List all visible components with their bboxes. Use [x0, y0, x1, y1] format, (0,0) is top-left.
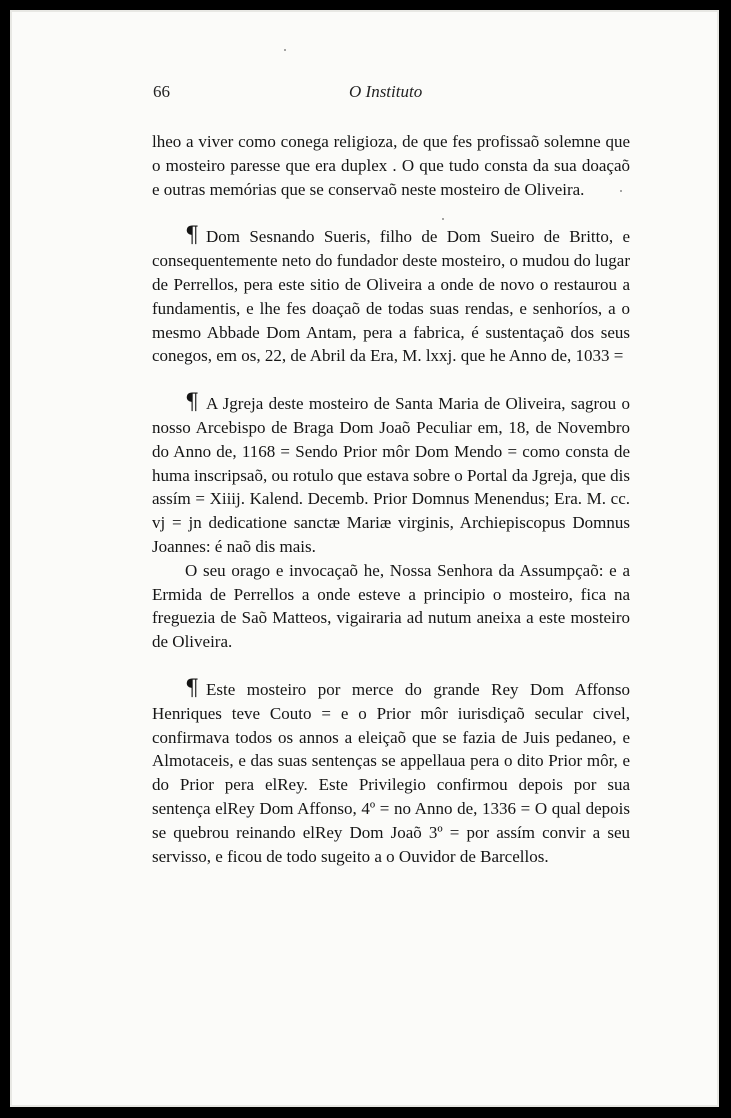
- paragraph-2-text: Dom Sesnando Sueris, filho de Dom Sueiro de Britto, e consequentemente neto do fundador deste mosteiro, o mudou do lugar de Perrellos, pera este sitio de Oliveira a onde de novo o restaurou a fundamentis, e lhe fes doaçaõ de todas suas rendas, e senhoríos, a o mesmo Abbade Dom Antam, pera a fabrica, é sustentaçaõ dos seus conegos, em os, 22, de Abril da Era, M. lxxj. que he Anno de, 1033 =: [152, 227, 630, 366]
- page-header: [153, 82, 603, 112]
- scan-speck: [620, 190, 622, 192]
- paragraph-5-text: Este mosteiro por merce do grande Rey Dom Affonso Henriques teve Couto = e o Prior môr iurisdiçaõ secular civel, confirmava todos os annos a eleiçaõ que se fazia de Juis pedaneo, e Almotaceis, e das suas sentenças se appellaua pera o dito Prior môr, e do Prior pera elRey. Este Privilegio confirmou depois por sua sentença elRey Dom Affonso, 4º = no Anno de, 1336 = O qual depois se quebrou reinando elRey Dom Joaõ 3º = por assím convir a seu servisso, e ficou de todo sugeito a o Ouvidor de Barcellos.: [152, 679, 630, 866]
- paragraph-1-text: lheo a viver como conega religioza, de que fes profissaõ solemne que o mosteiro paresse que era duplex . O que tudo consta da sua doaçaõ e outras memórias que se conservaõ neste mosteiro de Oliveira.: [152, 132, 630, 199]
- paragraph-mark-icon: ¶: [185, 675, 199, 701]
- document-page: [10, 10, 719, 1107]
- paragraph-1: [152, 130, 630, 201]
- paragraph-3: [152, 392, 630, 559]
- paragraph-5: [152, 675, 630, 868]
- page-number: 66: [153, 82, 170, 101]
- running-title: O Instituto: [349, 82, 423, 101]
- paragraph-3-text: A Jgreja deste mosteiro de Santa Maria de Oliveira, sagrou o nosso Arcebispo de Braga Dom Joaõ Peculiar em, 18, de Novembro do Anno de, 1168 = Sendo Prior môr Dom Mendo = como consta de huma inscripsaõ, ou rotulo que estava sobre o Portal da Jgreja, que dis assím = Xiiij. Kalend. Decemb. Prior Domnus Menendus; Era. M. cc. vj = jn dedicatione sanctæ Mariæ virginis, Archiepiscopus Domnus Joannes: é naõ dis mais.: [152, 394, 630, 556]
- paragraph-mark-icon: ¶: [185, 390, 199, 416]
- paragraph-4-text: O seu orago e invocaçaõ he, Nossa Senhora da Assumpçaõ: e a Ermida de Perrellos a onde esteve a principio o mosteiro, fica na freguezia de Saõ Matteos, vigairaria ad nutum aneixa a este mosteiro de Oliveira.: [152, 560, 630, 652]
- body-text: [152, 130, 630, 868]
- scan-speck: [442, 218, 444, 220]
- paragraph-2: [152, 225, 630, 368]
- scan-speck: [284, 49, 286, 51]
- paragraph-4: [152, 559, 630, 654]
- paragraph-mark-icon: ¶: [185, 223, 199, 249]
